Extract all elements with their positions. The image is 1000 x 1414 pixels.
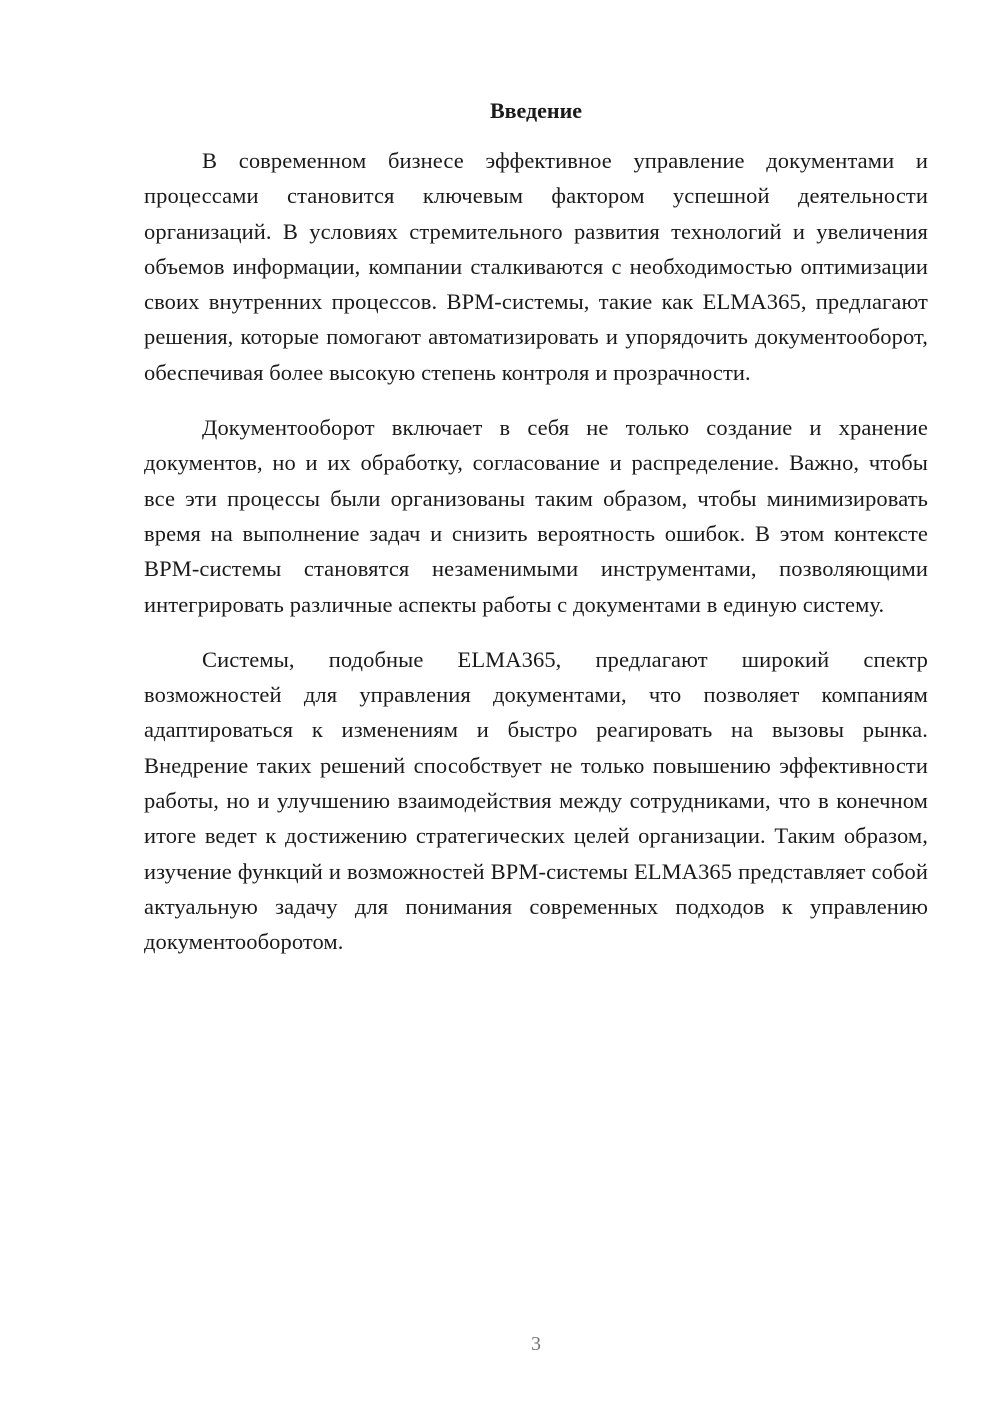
section-heading: Введение (489, 98, 583, 123)
body-text (144, 143, 928, 980)
paragraph-1: В современном бизнесе эффективное управление документами и процессами становится ключевым фактором успешной деятельности организаций. В условиях стремительного развития технологий и увеличения объемов информации, компании сталкиваются с необходимостью оптимизации своих внутренних процессов. BPM-системы, такие как ELMA365, предлагают решения, которые помогают автоматизировать и упорядочить документооборот, обеспечивая более высокую степень контроля и прозрачности. (144, 148, 928, 385)
paragraph-2: Документооборот включает в себя не только создание и хранение документов, но и их обработку, согласование и распределение. Важно, чтобы все эти процессы были организованы таким образом, чтобы минимизировать время на выполнение задач и снизить вероятность ошибок. В этом контексте BPM-системы становятся незаменимыми инструментами, позволяющими интегрировать различные аспекты работы с документами в единую систему. (144, 415, 928, 617)
page-number: 3 (531, 1333, 541, 1355)
paragraph-3: Системы, подобные ELMA365, предлагают широкий спектр возможностей для управления документами, что позволяет компаниям адаптироваться к изменениям и быстро реагировать на вызовы рынка. Внедрение таких решений способствует не только повышению эффективности работы, но и улучшению взаимодействия между сотрудниками, что в конечном итоге ведет к достижению стратегических целей организации. Таким образом, изучение функций и возможностей BPM-системы ELMA365 представляет собой актуальную задачу для понимания современных подходов к управлению документооборотом. (144, 646, 928, 955)
